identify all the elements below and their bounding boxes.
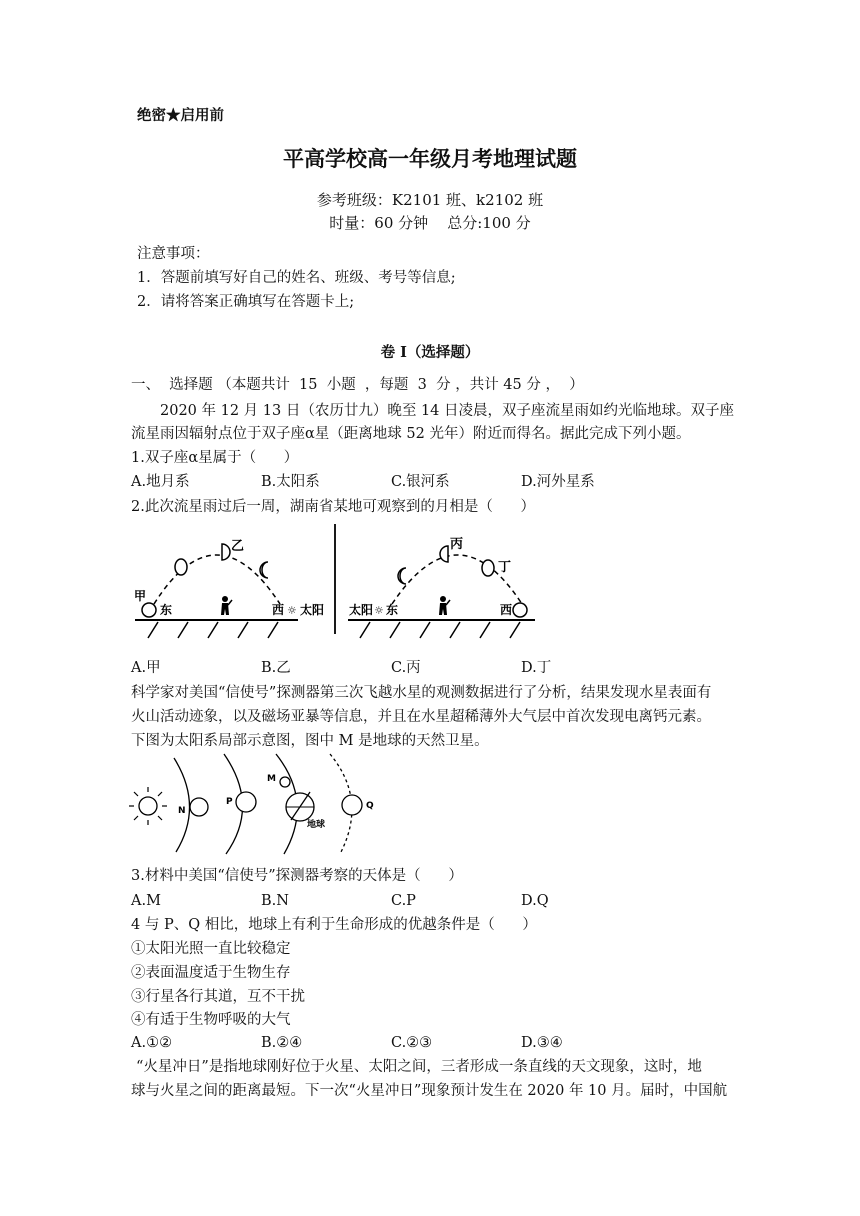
- svg-text:西: 西: [272, 603, 285, 617]
- svg-text:东: 东: [160, 603, 173, 617]
- question-4-stem: 4 与 P、Q 相比，地球上有利于生命形成的优越条件是（ ）: [131, 917, 537, 933]
- choice-item: ①太阳光照一直比较稳定: [131, 941, 291, 957]
- passage-line: 2020 年 12 月 13 日（农历廿九）晚至 14 日凌晨，双子座流星雨如约光临地球。双子座: [160, 403, 735, 419]
- sun-icon: [129, 787, 167, 825]
- svg-text:东: 东: [386, 603, 399, 617]
- moon-phase-figure: [130, 522, 540, 644]
- question-1-stem: 1.双子座α星属于（ ）: [131, 450, 299, 466]
- svg-text:乙: 乙: [231, 539, 245, 554]
- svg-text:甲: 甲: [134, 589, 147, 603]
- svg-text:☼: ☼: [374, 604, 384, 617]
- option-a: A.M: [131, 893, 161, 909]
- option-a: A.地月系: [131, 474, 190, 490]
- svg-text:P: P: [226, 797, 233, 807]
- svg-text:地球: 地球: [307, 820, 326, 830]
- option-b: B.乙: [261, 660, 291, 676]
- secret-label: 绝密★启用前: [137, 107, 224, 124]
- option-c: C.银河系: [391, 474, 450, 490]
- option-c: C.P: [391, 893, 416, 909]
- option-b: B.N: [261, 893, 289, 909]
- choice-item: ②表面温度适于生物生存: [131, 965, 291, 981]
- svg-text:太阳: 太阳: [300, 603, 325, 617]
- option-b: B.太阳系: [261, 474, 320, 490]
- svg-text:太阳: 太阳: [349, 603, 374, 617]
- option-d: D.河外星系: [521, 474, 595, 490]
- passage-line: 球与火星之间的距离最短。下一次“火星冲日”现象预计发生在 2020 年 10 月。届时，中国航: [131, 1083, 728, 1099]
- planet-p-icon: [236, 792, 256, 812]
- moon-bing-icon: [440, 546, 448, 562]
- option-b: B.②④: [261, 1035, 303, 1051]
- solar-system-figure: [128, 752, 388, 856]
- svg-text:西: 西: [500, 603, 513, 617]
- earth-icon: [286, 792, 314, 821]
- section-title: 卷 I（选择题）: [380, 344, 480, 361]
- passage-line: 流星雨因辐射点位于双子座α星（距离地球 52 光年）附近而得名。据此完成下列小题。: [131, 426, 691, 442]
- svg-text:Q: Q: [366, 801, 374, 811]
- svg-text:丙: 丙: [450, 537, 464, 552]
- passage-line: 下图为太阳系局部示意图，图中 M 是地球的天然卫星。: [131, 733, 489, 749]
- moon-yi-icon: [222, 544, 230, 560]
- observer-icon: [221, 596, 232, 615]
- note-item: 1．答题前填写好自己的姓名、班级、考号等信息;: [137, 270, 456, 286]
- svg-text:N: N: [178, 806, 186, 816]
- svg-text:丁: 丁: [498, 560, 512, 575]
- moon-m-icon: [280, 777, 290, 787]
- svg-text:☼: ☼: [287, 604, 297, 617]
- option-c: C.丙: [391, 660, 421, 676]
- choice-item: ③行星各行其道，互不干扰: [131, 989, 305, 1005]
- section-intro: 一、 选择题 （本题共计 15 小题 ，每题 3 分 ，共计 45 分 ， ）: [131, 377, 584, 393]
- question-2-stem: 2.此次流星雨过后一周，湖南省某地可观察到的月相是（ ）: [131, 499, 535, 515]
- passage-line: 科学家对美国“信使号”探测器第三次飞越水星的观测数据进行了分析，结果发现水星表面有: [131, 685, 712, 701]
- choice-item: ④有适于生物呼吸的大气: [131, 1012, 291, 1028]
- planet-n-icon: [190, 798, 208, 816]
- svg-text:M: M: [267, 774, 276, 784]
- note-item: 2．请将答案正确填写在答题卡上;: [137, 294, 355, 310]
- option-a: A.甲: [131, 660, 161, 676]
- time-and-score: 时量：60 分钟 总分:100 分: [329, 214, 531, 232]
- notes-heading: 注意事项：: [137, 246, 210, 262]
- option-d: D.Q: [521, 893, 549, 909]
- option-a: A.①②: [131, 1035, 173, 1051]
- moon-jia-icon: [142, 603, 156, 617]
- question-3-stem: 3.材料中美国“信使号”探测器考察的天体是（ ）: [131, 868, 463, 884]
- passage-line: “火星冲日”是指地球刚好位于火星、太阳之间，三者形成一条直线的天文现象，这时，地: [136, 1059, 702, 1075]
- option-d: D.③④: [521, 1035, 563, 1051]
- option-d: D.丁: [521, 660, 552, 676]
- planet-q-icon: [342, 795, 362, 815]
- passage-line: 火山活动迹象，以及磁场亚暴等信息，并且在水星超稀薄外大气层中首次发现电离钙元素。: [131, 709, 711, 725]
- moon-ding-icon: [482, 560, 494, 576]
- option-c: C.②③: [391, 1035, 433, 1051]
- reference-classes: 参考班级：K2101 班、k2102 班: [316, 191, 544, 209]
- page-title: 平高学校高一年级月考地理试题: [283, 146, 577, 171]
